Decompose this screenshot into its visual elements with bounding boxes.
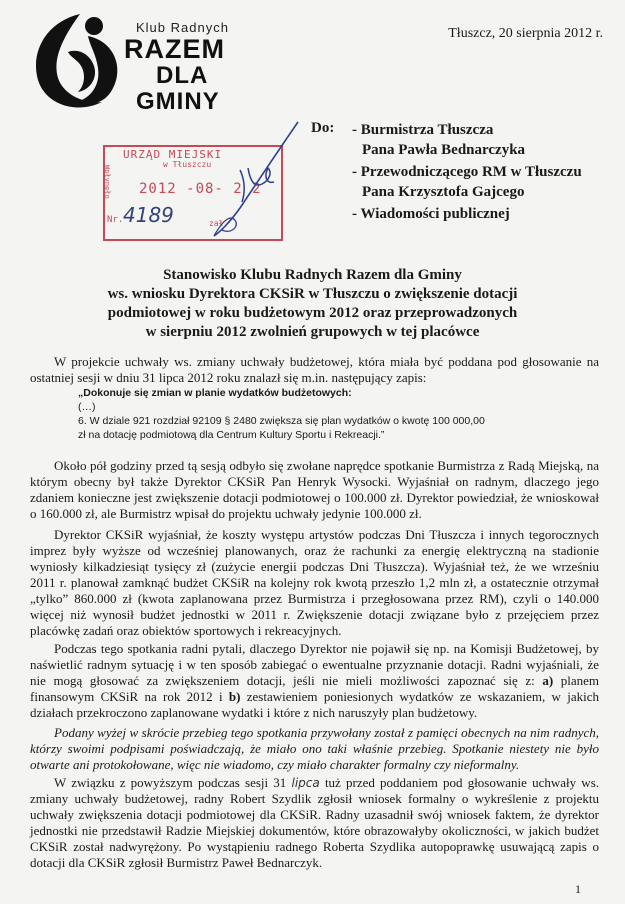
stamp-received-label: Wpłynęło — [103, 165, 111, 199]
paragraph-4-item-b: zestawieniem poniesionych wydatków ze wskazaniem, w jakich działach przekroczono zaplanowane wydatki i które z nich naruszyły plan budżetowy. — [30, 689, 600, 720]
paragraph-4-intro: Podczas tego spotkania radni pytali, dlaczego Dyrektor nie pojawił się np. na Komisji Budżetowej, by naświetlić radnym sytuację i w ten sposób zabiegać o ewentualne przyznanie dotacji. Radni wyjaśniali, że nie mogą głosować za zwiększeniem dotacji, jeśli nie mieli możliwości zapoznać się z: — [30, 641, 599, 688]
heading-line-2: ws. wniosku Dyrektora CKSiR w Tłuszczu o zwiększenie dotacji — [107, 286, 518, 302]
paragraph-2: Około pół godziny przed tą sesją odbyło się zwołane naprędce spotkanie Burmistrza z Radą Miejską, na którym obecny był także Dyrektor CKSiR Pan Henryk Wysocki. Wyjaśniał on radnym, dlaczego jego zdaniem konieczne jest zwiększenie dotacji podmiotowej o 100.000 zł. Dyrektor powiedział, że wnioskował o 160.000 zł, ale Burmistrz wpisał do projektu uchwały jedynie 100.000 zł. — [30, 458, 599, 521]
handwritten-month: lipca — [291, 776, 320, 790]
heading-line-1: Stanowisko Klubu Radnych Razem dla Gminy — [163, 267, 462, 283]
stamp-date: 2012 -08- 2 2 — [139, 181, 262, 197]
logo-word-dla: DLA — [156, 62, 209, 89]
place-date: Tłuszcz, 20 sierpnia 2012 r. — [448, 26, 603, 41]
recipient-mayor-title: - Burmistrza Tłuszcza — [352, 122, 494, 138]
paragraph-4-item-a: planem finansowym CKSiR na rok 2012 i — [30, 673, 599, 704]
quote-heading: „Dokonuje się zmian w planie wydatków budżetowych: — [78, 387, 352, 399]
recipient-chair-title: - Przewodniczącego RM w Tłuszczu — [352, 164, 582, 180]
stamp-office: URZĄD MIEJSKI — [123, 148, 223, 161]
recipient-chair-name: Pana Krzysztofa Gajcego — [362, 184, 525, 200]
recipient-public: - Wiadomości publicznej — [352, 206, 510, 222]
paragraph-1: W projekcie uchwały ws. zmiany uchwały budżetowej, która miała być poddana pod głosowanie na ostatniej sesji w dniu 31 lipca 2012 roku znalazł się m.in. następujący zapis: — [30, 354, 599, 385]
quote-line-1: 6. W dziale 921 rozdział 92109 § 2480 zwiększa się plan wydatków o kwotę 100 000,00 — [78, 415, 485, 427]
paragraph-5-note: Podany wyżej w skrócie przebieg tego spotkania przywołany został z pamięci obecnych na nim radnych, którzy swoimi podpisami poświadczają, że miało ono taki właśnie przebieg. Spotkanie niestety nie było otwarte ani protokołowane, więc nie wiadomo, czy miało charakter formalny czy nieformalny. — [30, 725, 599, 772]
paragraph-6-start: W związku z powyższym podczas sesji 31 — [54, 775, 287, 790]
heading-line-3: podmiotowej w roku budżetowym 2012 oraz przeprowadzonych — [107, 305, 518, 321]
recipients-label: Do: — [311, 120, 335, 136]
page-number: 1 — [575, 882, 581, 896]
stamp-attachment-label: zał. — [209, 219, 229, 228]
recipient-mayor-name: Pana Pawła Bednarczyka — [362, 142, 526, 158]
quote-line-2: zł na dotację podmiotową dla Centrum Kultury Sportu i Rekreacji.” — [78, 429, 385, 441]
recipient-mayor — [352, 120, 525, 160]
signature-icon — [200, 118, 320, 240]
paragraph-6-rest: tuż przed poddaniem pod głosowanie uchwały ws. zmiany uchwały budżetowej, radny Robert Szydlik zgłosił wniosek formalny o wykreślenie z projektu uchwały zwiększenia dotacji podmiotowej dla CKSiR. Radny uzasadnił swój wniosek faktem, że dyrektor jednostki nie przedstawił Radzie Miejskiej dokumentów, które obrazowałyby okoliczności, w jakich budżet CKSiR został nadwyrężony. Po wystąpieniu radnego Roberta Szydlika autopoprawkę usuwającą zapis o dotacji dla CKSiR zgłosił Burmistrz Paweł Bednarczyk. — [30, 775, 600, 870]
logo-figure-icon — [28, 8, 128, 112]
document-heading — [40, 266, 585, 342]
paragraph-3: Dyrektor CKSiR wyjaśniał, że koszty występu artystów podczas Dni Tłuszcza i innych tegorocznych imprez były wyższe od wcześniej planowanych, oraz że rachunki za energię elektryczną na stadionie wyniosły kilkadziesiąt tysięcy zł (zużycie energii podczas Dni Tłuszcza). Wyjaśniał też, że we wrześniu 2011 r. planował zamknąć budżet CKSiR na kolejny rok kwotą przeszło 1,2 mln zł, a ostatecznie otrzymał „tylko” 860.000 zł (kwota zaplanowana przez Burmistrza i przegłosowana przez RM), czyli o 140.000 więcej niż wynosił budżet jednostki w 2011 r. Zwiększenie dotacji związane było z przejęciem przez placówkę zadań oraz obiektów sportowych i rekreacyjnych. — [30, 527, 599, 638]
heading-line-4: w sierpniu 2012 zwolnień grupowych w tej placówce — [145, 324, 480, 340]
stamp-town: w Tłuszczu — [163, 160, 212, 169]
logo-club-text: Klub Radnych — [136, 20, 229, 35]
stamp-number: 4189 — [123, 203, 174, 227]
paragraph-4 — [30, 641, 599, 721]
stamp-nr-label: Nr. — [107, 215, 124, 225]
budget-quote — [78, 386, 578, 442]
recipient-council-chair — [352, 162, 582, 202]
club-logo — [28, 8, 258, 118]
quote-ellipsis: (…) — [78, 401, 96, 413]
paragraph-6 — [30, 775, 599, 871]
paragraph-4-label-b: b) — [228, 689, 241, 704]
paragraph-4-label-a: a) — [542, 673, 554, 688]
logo-word-gminy: GMINY — [136, 88, 220, 115]
logo-word-razem: RAZEM — [124, 34, 225, 64]
